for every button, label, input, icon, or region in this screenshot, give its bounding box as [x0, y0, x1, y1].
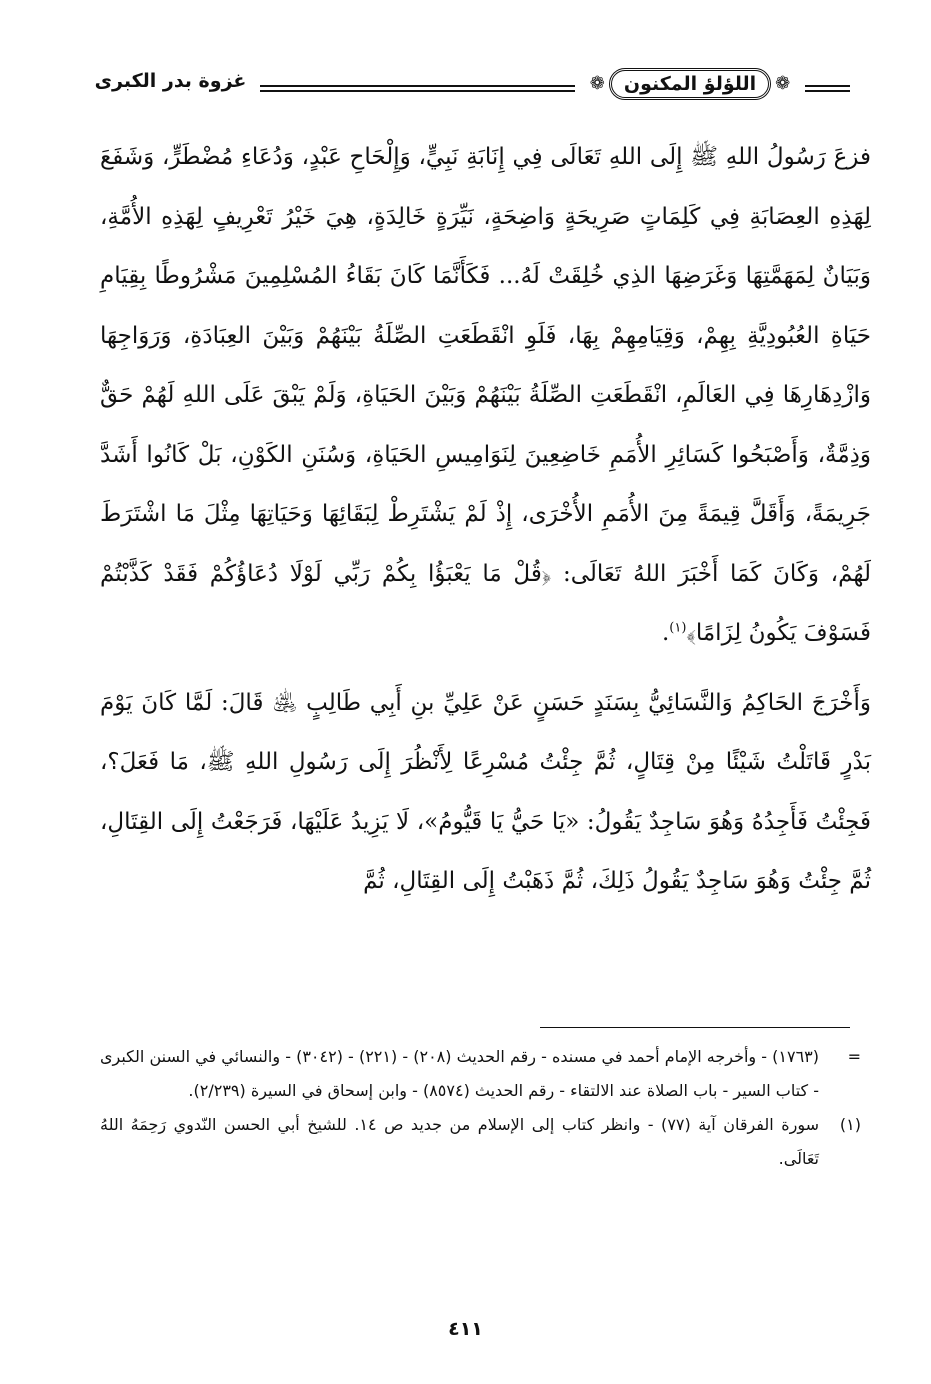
paragraph-2: وَأَخْرَجَ الحَاكِمُ وَالنَّسَائِيُّ بِسَنَدٍ حَسَنٍ عَنْ عَلِيِّ بنِ أَبِي طَالِبٍ ﵁ قَالَ: لَمَّا كَانَ يَوْمَ بَدْرٍ قَاتَلْتُ شَيْئًا مِنْ قِتَالٍ، ثُمَّ جِئْتُ مُسْرِعًا لِأَنْظُرَ إِلَى رَسُولِ اللهِ ﷺ، مَا فَعَلَ؟، فَجِئْتُ فَأَجِدُهُ وَهُوَ سَاجِدٌ يَقُولُ: «يَا حَيُّ يَا قَيُّومُ»، لَا يَزِيدُ عَلَيْهَا، فَرَجَعْتُ إِلَى القِتَالِ، ثُمَّ جِئْتُ وَهُوَ سَاجِدٌ يَقُولُ ذَلِكَ، ثُمَّ ذَهَبْتُ إِلَى القِتَالِ، ثُمَّ — [100, 689, 871, 894]
footnote-ref-1: (١) — [669, 620, 687, 636]
header-rule-left — [260, 85, 575, 92]
page-number: ٤١١ — [448, 1318, 483, 1340]
header-rule-right — [805, 85, 850, 92]
footnote-mark: = — [847, 1047, 861, 1066]
footnotes — [100, 1040, 861, 1176]
footnote-1 — [100, 1108, 861, 1176]
ornament-right-icon: ❁ — [775, 73, 791, 94]
book-title-cartouche — [585, 66, 795, 102]
running-header — [0, 58, 931, 108]
footnote-mark: (١) — [839, 1115, 861, 1134]
paragraph-1-text: فزعَ رَسُولُ اللهِ ﷺ إِلَى اللهِ تَعَالَى فِي إِنَابَةِ نَبِيٍّ، وَإِلْحَاحِ عَبْدٍ، وَدُعَاءِ مُضْطَرٍّ، وَشَفَعَ لِهَذِهِ العِصَابَةِ فِي كَلِمَاتٍ صَرِيحَةٍ وَاضِحَةٍ، نَيِّرَةٍ خَالِدَةٍ، هِيَ خَيْرُ تَعْرِيفٍ لِهَذِهِ الأُمَّةِ، وَبَيَانٌ لِمَهَمَّتِهَا وَغَرَضِهَا الذِي خُلِقَتْ لَهُ... فَكَأَنَّمَا كَانَ بَقَاءُ المُسْلِمِينَ مَشْرُوطًا بِقِيَامِ حَيَاةِ العُبُودِيَّةِ بِهِمْ، وَقِيَامِهِمْ بِهَا، فَلَوِ انْقَطَعَتِ الصِّلَةُ بَيْنَهُمْ وَبَيْنَ العِبَادَةِ، وَرَوَاجِهَا وَازْدِهَارِهَا فِي العَالَمِ، انْقَطَعَتِ الصِّلَةُ بَيْنَهُمْ وَبَيْنَ الحَيَاةِ، وَلَمْ يَبْقَ عَلَى اللهِ لَهُمْ حَقٌّ وَذِمَّةٌ، وَأَصْبَحُوا كَسَائِرِ الأُمَمِ خَاضِعِينَ لِنَوَامِيسِ الحَيَاةِ، وَسُنَنِ الكَوْنِ، بَلْ كَانُوا أَشَدَّ جَرِيمَةً، وَأَقَلَّ قِيمَةً مِنَ الأُمَمِ الأُخْرَى، إِذْ لَمْ يَشْتَرِطْ لِبَقَائِهَا وَحَيَاتِهَا مِثْلَ مَا اشْتَرَطَ لَهُمْ، وَكَانَ كَمَا أَخْبَرَ اللهُ تَعَالَى: ﴿قُلْ مَا يَعْبَؤُا بِكُمْ رَبِّي لَوْلَا دُعَاؤُكُمْ فَقَدْ كَذَّبْتُمْ فَسَوْفَ يَكُونُ لِزَامًا﴾ — [100, 144, 871, 646]
footnote-separator — [540, 1027, 850, 1028]
chapter-title: غزوة بدر الكبرى — [94, 70, 247, 92]
main-text — [100, 128, 871, 912]
paragraph-1-end: . — [661, 620, 670, 646]
paragraph-1 — [100, 128, 871, 664]
footnote-continued — [100, 1040, 861, 1108]
footnote-text: سورة الفرقان آية (٧٧) - وانظر كتاب إلى الإسلام من جديد ص ١٤. للشيخ أبي الحسن النّدوي رَحِمَهُ اللهُ تَعَالَى. — [100, 1115, 819, 1168]
book-title: اللؤلؤ المكنون — [609, 68, 771, 100]
ornament-left-icon: ❁ — [589, 73, 605, 94]
footnote-text: (١٧٦٣) - وأخرجه الإمام أحمد في مسنده - رقم الحديث (٢٠٨) - (٢٢١) - (٣٠٤٢) - والنسائي في السنن الكبرى - كتاب السير - باب الصلاة عند الالتقاء - رقم الحديث (٨٥٧٤) - وابن إسحاق في السيرة (٢/٢٣٩). — [100, 1047, 820, 1100]
